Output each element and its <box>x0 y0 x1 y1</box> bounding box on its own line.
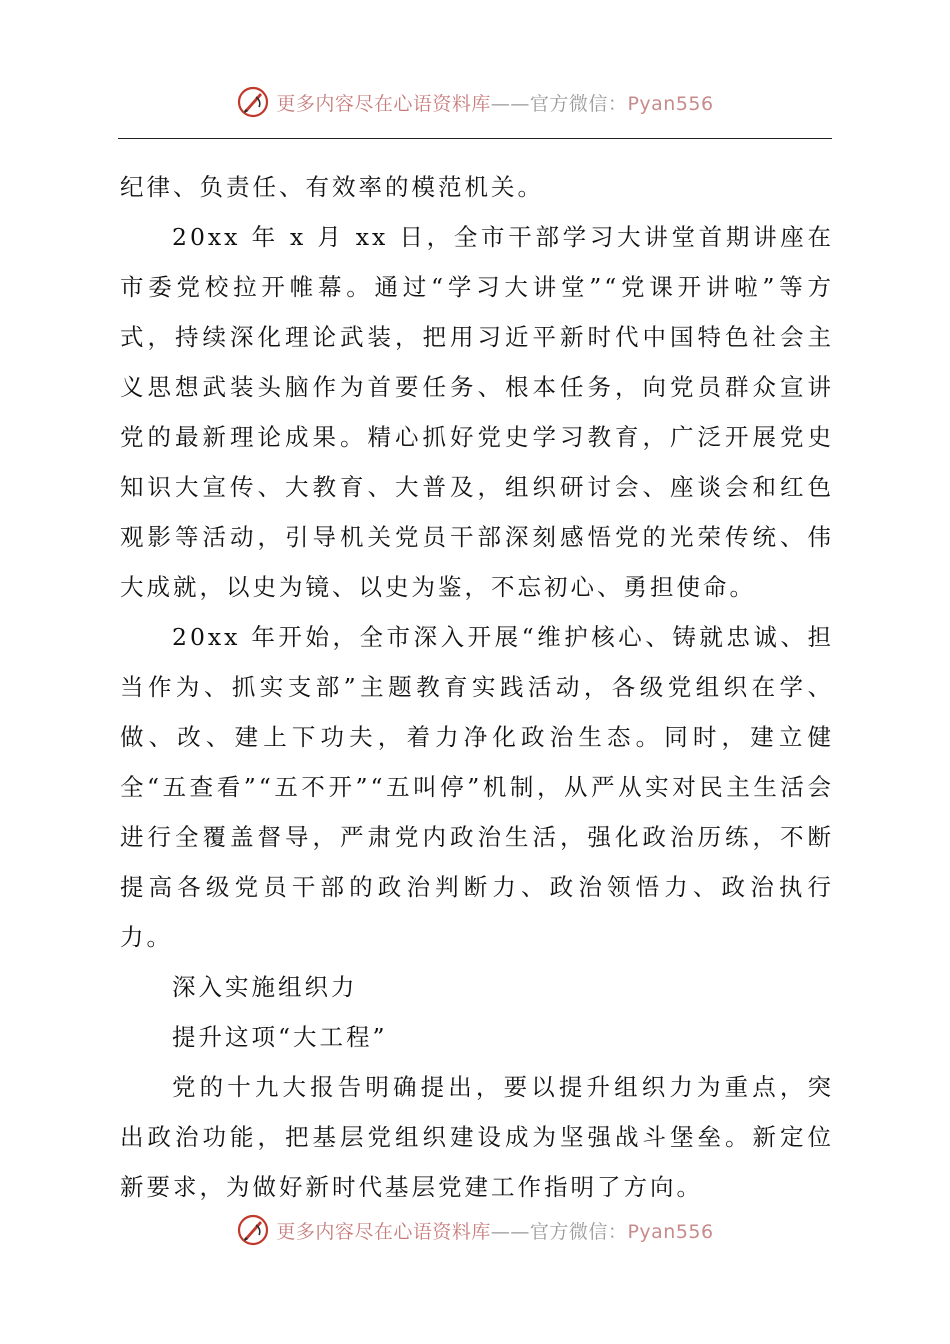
footer-banner-content <box>236 1213 713 1247</box>
wechat-id: Pyan556 <box>627 1220 714 1243</box>
footer-banner-text <box>276 1217 713 1244</box>
brand-name: 更多内容尽在心语资料库 <box>276 92 491 115</box>
official-label: 官方微信： <box>529 92 628 115</box>
paragraph-education-campaign: 20xx 年开始，全市深入开展“维护核心、铸就忠诚、担当作为、抓实支部”主题教育实践活动，各级党组织在学、做、改、建上下功夫，着力净化政治生态。同时，建立健全“五查看”“五不开”“五叫停”机制，从严从实对民主生活会进行全覆盖督导，严肃党内政治生活，强化政治历练，不断提高各级党员干部的政治判断力、政治领悟力、政治执行力。 <box>120 623 834 951</box>
header-banner <box>0 82 950 122</box>
header-banner-content <box>236 85 713 119</box>
paragraph-continuation: 纪律、负责任、有效率的模范机关。 <box>120 173 544 201</box>
header-banner-text <box>276 89 713 116</box>
paragraph-lecture: 20xx 年 x 月 xx 日，全市干部学习大讲堂首期讲座在市委党校拉开帷幕。通过“学习大讲堂”“党课开讲啦”等方式，持续深化理论武装，把用习近平新时代中国特色社会主义思想武装头脑作为首要任务、根本任务，向党员群众宣讲党的最新理论成果。精心抓好党史学习教育，广泛开展党史知识大宣传、大教育、大普及，组织研讨会、座谈会和红色观影等活动，引导机关党员干部深刻感悟党的光荣传统、伟大成就，以史为镜、以史为鉴，不忘初心、勇担使命。 <box>120 223 834 601</box>
brand-name: 更多内容尽在心语资料库 <box>276 1220 491 1243</box>
header-divider <box>118 138 832 139</box>
subheading-line-2: 提升这项“大工程” <box>172 1023 388 1051</box>
quill-logo-icon <box>236 85 270 119</box>
footer-banner <box>0 1210 950 1250</box>
official-label: 官方微信： <box>529 1220 628 1243</box>
document-body <box>120 162 834 1212</box>
wechat-id: Pyan556 <box>627 92 714 115</box>
quill-logo-icon <box>236 1213 270 1247</box>
brand-dash: —— <box>490 92 530 115</box>
brand-dash: —— <box>490 1220 530 1243</box>
paragraph-organization: 党的十九大报告明确提出，要以提升组织力为重点，突出政治功能，把基层党组织建设成为坚强战斗堡垒。新定位新要求，为做好新时代基层党建工作指明了方向。 <box>120 1073 834 1201</box>
subheading-line-1: 深入实施组织力 <box>172 973 358 1001</box>
